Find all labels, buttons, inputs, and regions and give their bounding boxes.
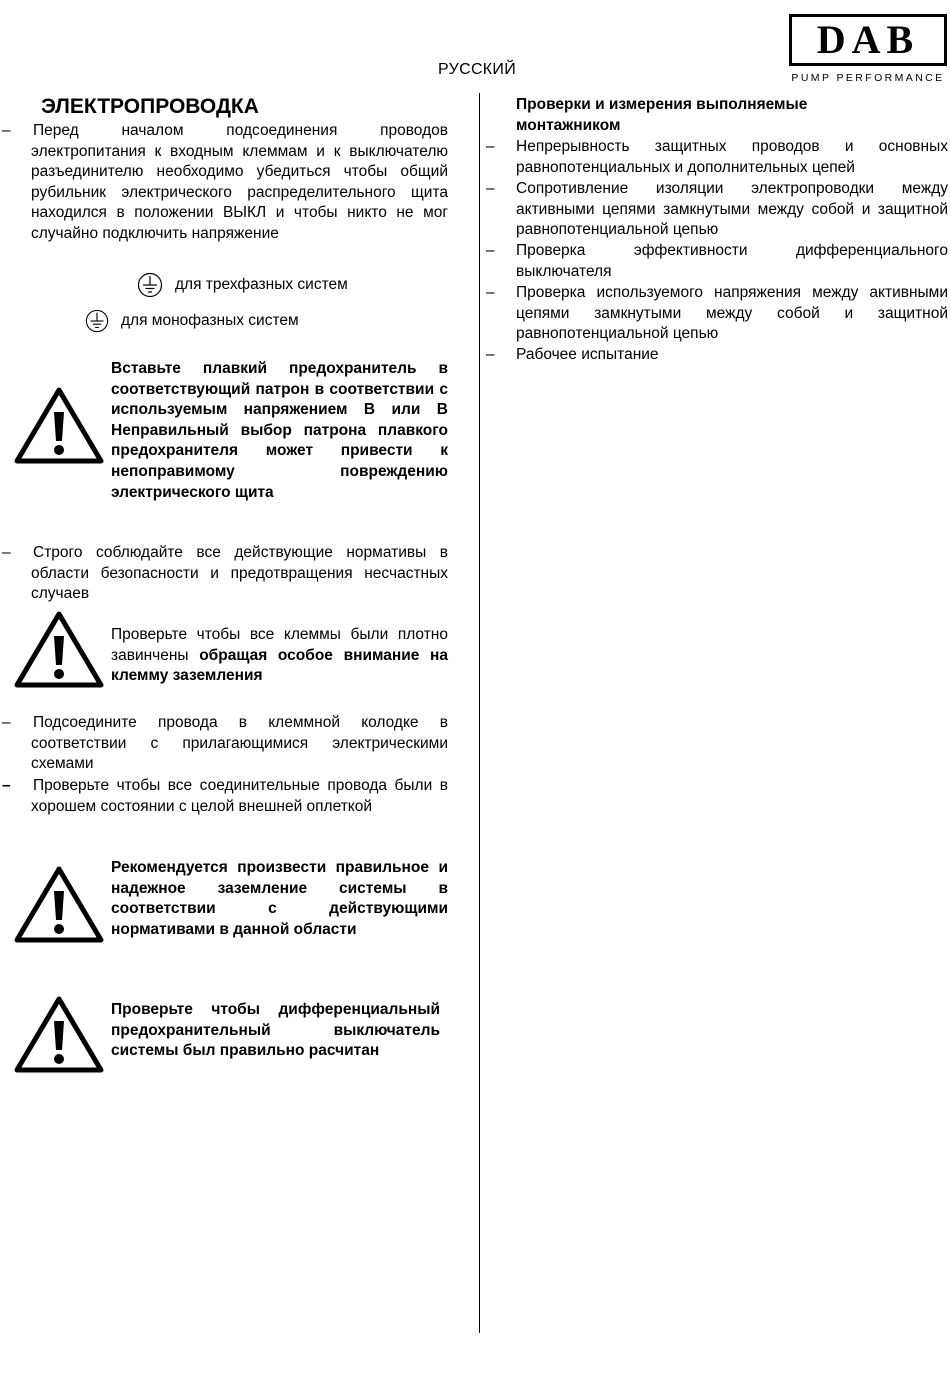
logo-main-text: DAB (816, 17, 920, 62)
list-dash: – (486, 138, 495, 155)
check-item: Сопротивление изоляции электропроводки между активными цепями замкнутыми между собой и защитной равнопотенциальной цепью (516, 180, 948, 239)
check-item: Проверка эффективности дифференциального выключателя (516, 242, 948, 280)
ground-symbol-icon (137, 272, 163, 298)
list-dash: – (2, 777, 11, 794)
warning-fuse-text: Вставьте плавкий предохранитель в соответствующий патрон в соответствии с используемым напряжением В или В Неправильный выбор патрона плавкого предохранителя может привести к непоправимому повреждению электрического щита (111, 360, 448, 501)
list-dash: – (486, 180, 495, 197)
paragraph-safety: Строго соблюдайте все действующие нормативы в области безопасности и предотвращения несчастных случаев (31, 544, 448, 603)
list-dash: – (2, 544, 11, 561)
warning-icon (14, 865, 104, 943)
paragraph-disconnect: Перед началом подсоединения проводов электропитания к входным клеммам и к выключателю разъединителю необходимо убедиться чтобы общий рубильник электрического распределительного щита находился в положении ВЫКЛ и чтобы никто не мог случайно подключить напряжение (31, 122, 448, 242)
ground-symbol-icon (85, 309, 109, 333)
list-dash: – (486, 242, 495, 259)
warning-differential-text: Проверьте чтобы дифференциальный предохранительный выключатель системы был правильно расчитан (111, 1001, 440, 1060)
warning-terminals-text (111, 625, 448, 687)
dab-logo (789, 14, 947, 89)
warning-terminals-bold: обращая особое внимание на клемму заземления (111, 646, 448, 685)
check-item: Непрерывность защитных проводов и основных равнопотенциальных и дополнительных цепей (516, 138, 948, 176)
ground-three-phase (137, 272, 348, 298)
section-title: ЭЛЕКТРОПРОВОДКА (41, 95, 259, 118)
ground-mono-phase (85, 309, 299, 333)
check-item: Рабочее испытание (516, 346, 659, 363)
list-dash: – (486, 346, 495, 363)
language-label: РУССКИЙ (438, 61, 517, 78)
ground-mono-label: для монофазных систем (121, 311, 299, 329)
checks-heading: Проверки и измерения выполняемые монтажником (516, 96, 808, 134)
warning-icon (14, 386, 104, 464)
column-divider (479, 93, 480, 1333)
list-dash: – (2, 714, 11, 731)
ground-three-label: для трехфазных систем (175, 275, 348, 293)
warning-terminals-normal: Проверьте чтобы все клеммы были плотно завинчены (111, 626, 448, 664)
warning-icon (14, 995, 104, 1073)
warning-icon (14, 610, 104, 688)
list-dash: – (486, 284, 495, 301)
list-dash: – (2, 122, 11, 139)
warning-grounding-text: Рекомендуется произвести правильное и надежное заземление системы в соответствии с действующими нормативами в данной области (111, 859, 448, 938)
check-item: Проверка используемого напряжения между активными цепями замкнутыми между собой и защитной равнопотенциальной цепью (516, 284, 948, 343)
logo-sub-text: PUMP PERFORMANCE (791, 72, 945, 84)
paragraph-wires: Проверьте чтобы все соединительные провода были в хорошем состоянии с целой внешней оплеткой (31, 777, 448, 815)
paragraph-connect: Подсоедините провода в клеммной колодке в соответствии с прилагающимися электрическими схемами (31, 714, 448, 773)
